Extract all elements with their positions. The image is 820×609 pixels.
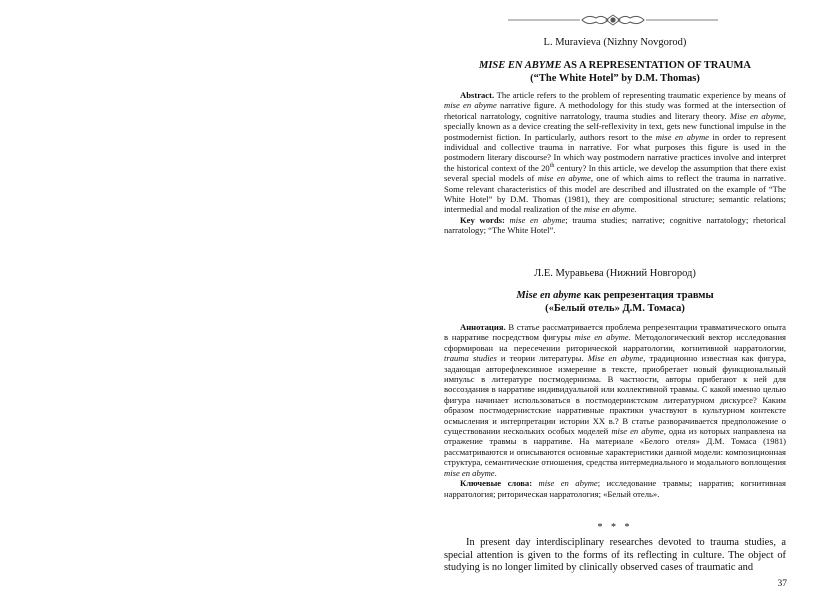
title-en-subtitle: (“The White Hotel” by D.M. Thomas) [530, 72, 700, 84]
page-number: 37 [777, 579, 787, 589]
keywords-text: ; исследование травмы; нарратив; когнитивная нарратология; риторическая нарратология; «Белый отель». [444, 478, 786, 499]
abstract-text: , one of which aims to reflect the trauma in narrative. Some relevant characteristics of this model are described and illustrated on the example of “The White Hotel” by D.M. Thomas (1981), they are compositional structure; semantic relations; intermedial and modal realization of the [444, 173, 786, 215]
keywords-label-en: Key words: [460, 214, 505, 225]
term-italic: mise en abyme [444, 467, 495, 478]
title-ru-rest: как репрезентация травмы [581, 290, 714, 301]
section-separator: * * * [597, 522, 633, 533]
body-paragraph: In present day interdisciplinary researches devoted to trauma studies, a special attention is given to the forms of its reflecting in culture. The object of studying is no longer limited by clinically observed cases of traumatic and [444, 537, 786, 574]
abstract-text: традиционно известная как фигура, задающая авторефлексивное измерение в тексте, приобретает новый функциональный импульс в литературе постмодернизма. В частности, авторы прибегают к ней для воссоздания в нарративе индивидуальной или коллективной травмы. С какой именно целью фигура начинает использоваться в постмодернистском литературном дискурсе? Каким образом постмодернистские нарративные практики участвуют в культурном контексте осмысления и интерпретации истории ХХ в.? В статье разворачивается предположение о существовании нескольких особых моделей [444, 353, 786, 437]
title-ru-subtitle: («Белый отель» Д.М. Томаса) [545, 302, 685, 314]
ornament-divider-icon [508, 13, 718, 27]
term-italic: trauma studies [444, 353, 497, 364]
term-italic: Mise en abyme, [587, 353, 646, 364]
abstract-text: in order to represent individual and collective trauma in narrative. For what purposes this figure is used in the postmodern literary discourse? In which way postmodern narrative practices involve and interpret the historical context of the 20 [444, 131, 786, 173]
term-italic: mise en abyme [574, 332, 629, 343]
abstract-text: . Методологический вектор исследования сформирован на пересечении риторической нарратологии, когнитивной нарратологии, [444, 332, 786, 353]
term-italic: mise en abyme [655, 131, 709, 142]
superscript: th [549, 162, 555, 169]
abstract-text: narrative figure. A methodology for this study was formed at the intersection of rhetorical narratology, cognitive narratology, trauma studies and literary theory. [444, 100, 787, 121]
article-title-en [444, 60, 786, 85]
abstract-text: В статье рассматривается проблема репрезентации травматического опыта в нарративе посредством фигуры [444, 322, 786, 343]
article-title-ru [444, 290, 786, 315]
abstract-label-ru: Аннотация. [460, 322, 506, 332]
abstract-text: и теории литературы. [496, 353, 588, 364]
keywords-ru [444, 478, 786, 499]
author-en: L. Muravieva (Nizhny Novgorod) [543, 37, 687, 48]
abstract-en [444, 90, 786, 236]
keywords-label-ru: Ключевые слова: [460, 478, 533, 489]
term-italic: Mise en abyme, [729, 110, 786, 121]
abstract-text: century? In this article, we develop the assumption that there exist several special models of [444, 162, 786, 184]
term-italic: mise en abyme [532, 478, 598, 489]
abstract-text: The article refers to the problem of representing traumatic experience by means of [494, 90, 786, 100]
body-text [444, 537, 786, 575]
term-italic: mise en abyme [444, 100, 497, 111]
title-ru-italic: Mise en abyme [516, 290, 582, 301]
term-italic: mise en abyme. [583, 204, 637, 215]
keywords-en [444, 215, 786, 236]
title-en-italic: MISE EN ABYME [478, 60, 562, 71]
term-italic: mise en abyme [611, 426, 664, 437]
author-ru: Л.Е. Муравьева (Нижний Новгород) [534, 268, 696, 279]
abstract-label-en: Abstract. [460, 90, 495, 100]
term-italic: mise en abyme [537, 173, 591, 184]
title-en-rest: AS A REPRESENTATION OF TRAUMA [561, 60, 751, 71]
abstract-text: specially known as a device creating the self-reflexivity in text, gets new functional impulse in the postmodernist fiction. In particularly, authors resort to the [444, 121, 786, 142]
term-italic: mise en abyme [504, 214, 566, 225]
keywords-text: ; trauma studies; narrative; cognitive narratology; rhetorical narratology; “The White Hotel”. [444, 214, 786, 236]
abstract-ru [444, 322, 786, 499]
abstract-text: . [494, 467, 497, 478]
abstract-text: , одна из которых направлена на отражение травмы в нарративе. На материале «Белого отеля» Д.М. Томаса (1981) рассматриваются и описываются основные характеристики данной модели: композиционная структура, семантические отношения, средства интермедиального и модального воплощения [444, 426, 786, 468]
